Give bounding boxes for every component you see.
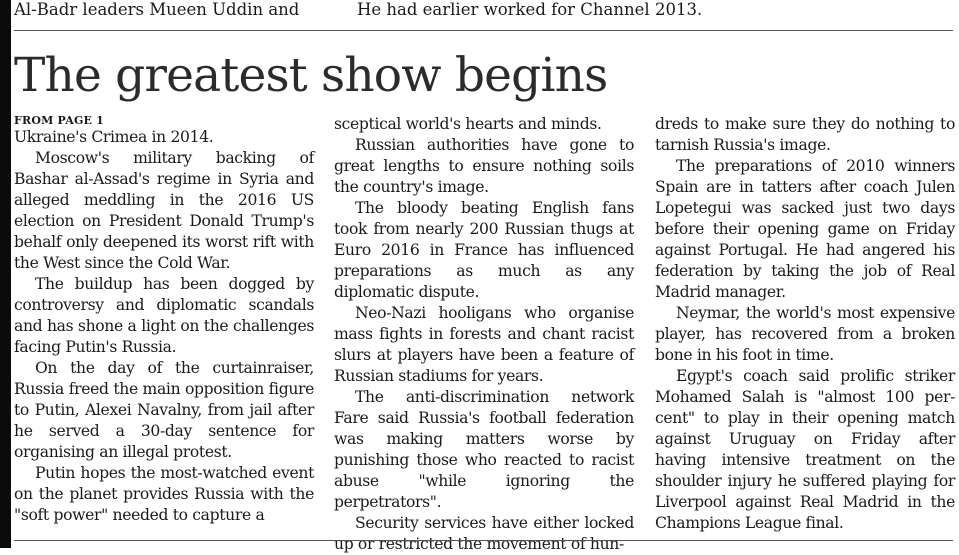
paragraph: Moscow's military backing of Bashar al-Assad's regime in Syria and alleged meddling in the 2016 US election on President Donald Trump's behalf only deepened its worst rift with the West since the Cold War. [14,149,314,272]
article-column-1 [14,114,314,540]
top-strip-text-col3: 2013. [655,0,703,19]
paragraph: Egypt's coach said prolific striker Mohamed Salah is "almost 100 per-cent" to play in their opening match against Uruguay on Friday after having intensive treatment on the shoulder injury he suffered playing for Liverpool against Real Madrid in the Champions League final. [655,367,955,532]
paragraph: Neo-Nazi hooligans who organise mass fights in forests and chant racist slurs at players have been a feature of Russian stadiums for years. [334,304,634,385]
continuation-kicker: FROM PAGE 1 [14,114,105,127]
paragraph: Security services have either locked up or restricted the movement of hun- [334,514,634,553]
article-headline: The greatest show begins [14,48,608,103]
bottom-divider [14,540,953,541]
top-strip-text-col1: Al-Badr leaders Mueen Uddin and [14,0,300,19]
paragraph: Russian authorities have gone to great lengths to ensure nothing soils the country's image. [334,136,634,196]
paragraph: The preparations of 2010 winners Spain are in tatters after coach Julen Lopetegui was sacked just two days before their opening game on Friday against Portugal. He had angered his federation by taking the job of Real Madrid manager. [655,157,955,301]
top-divider [14,30,953,31]
paragraph: dreds to make sure they do nothing to tarnish Russia's image. [655,115,955,154]
paragraph: Putin hopes the most-watched event on the planet provides Russia with the "soft power" needed to capture a [14,464,314,524]
page-edge [0,0,11,548]
paragraph: On the day of the curtainraiser, Russia freed the main opposition figure to Putin, Alexei Navalny, from jail after he served a 30-day sentence for organising an illegal protest. [14,359,314,461]
paragraph: The buildup has been dogged by controversy and diplomatic scandals and has shone a light on the challenges facing Putin's Russia. [14,275,314,356]
paragraph: Neymar, the world's most expensive player, has recovered from a broken bone in his foot in time. [655,304,955,364]
paragraph: The bloody beating English fans took from nearly 200 Russian thugs at Euro 2016 in France has influenced preparations as much as any diplomatic dispute. [334,199,634,301]
paragraph: Ukraine's Crimea in 2014. [14,128,214,146]
article-column-3 [655,114,955,540]
top-strip-text-col2: He had earlier worked for Channel [357,0,650,19]
paragraph: The anti-discrimination network Fare said Russia's football federation was making matters worse by punishing those who reacted to racist abuse "while ignoring the perpetrators". [334,388,634,511]
paragraph: sceptical world's hearts and minds. [334,115,602,133]
article-column-2 [334,114,634,553]
previous-article-strip [14,0,954,22]
